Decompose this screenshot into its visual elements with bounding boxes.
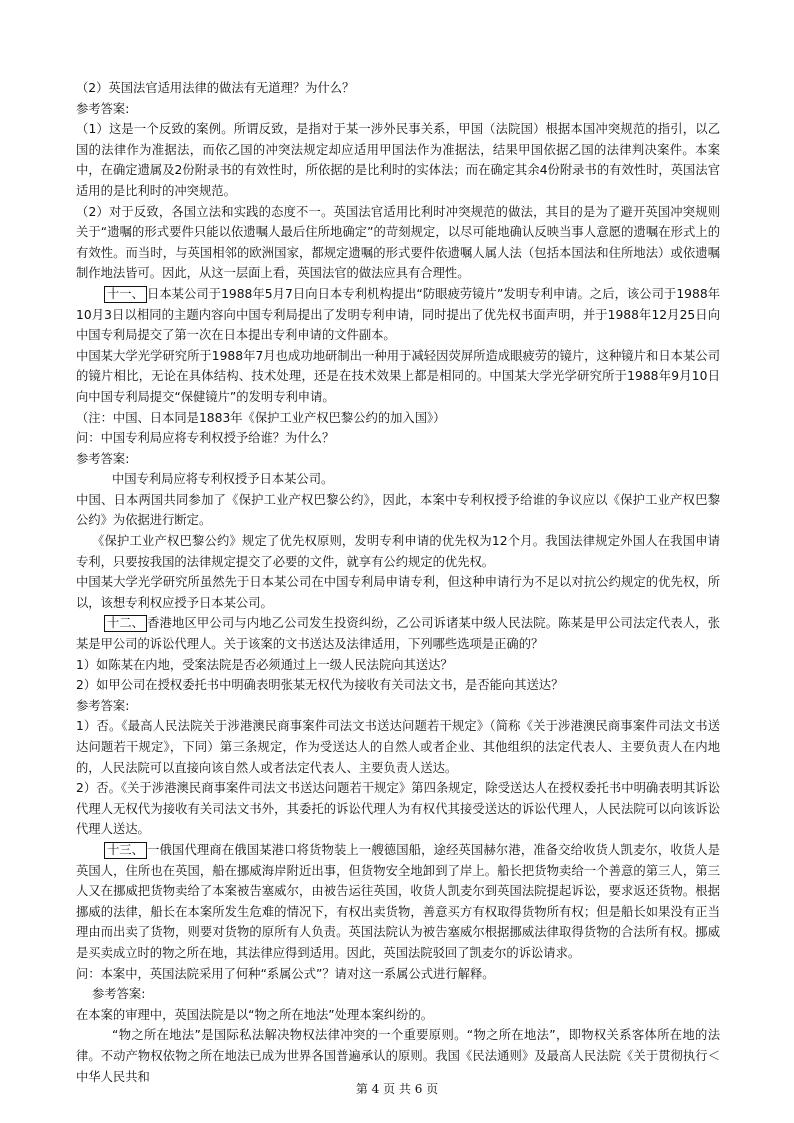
case-number-11: 十一、 [104, 286, 147, 303]
page-footer: 第 4 页 共 6 页 [355, 1082, 439, 1096]
case-13-intro: 十三、 一俄国代理商在俄国某港口将货物装上一艘德国船，途经英国赫尔港，准备交给收货人凯麦尔，收货人是英国人，住所也在英国，船在挪威海岸附近出事，但货物安全地卸到了岸上。船长把货物卖给一个善意的第三人，第三人又在挪威把货物卖给了本案被告塞威尔，由被告运往英国，收货人凯麦尔到英国法院提起诉讼，要求返还货物。根据挪威的法律，船长在本案所发生危难的情况下，有权出卖货物，善意买方有权取得货物所有权；但是船长如果没有正当理由而出卖了货物，则要对货物的原所有人负责。英国法院认为被告塞威尔根据挪威法律取得货物的合法所有权。挪威是买卖成立时的物之所在地，其法律应得到适用。因此，英国法院驳回了凯麦尔的诉讼请求。 [76, 842, 720, 960]
case-13-question: 问：本案中，英国法院采用了何种“系属公式”？请对这一系属公式进行解释。 [76, 966, 495, 981]
case-13-answer-1: 在本案的审理中，英国法院是以“物之所在地法”处理本案纠纷的。 [76, 1007, 434, 1022]
case-11-answer-3: 《保护工业产权巴黎公约》规定了优先权原则，发明专利申请的优先权为12个月。我国法律规定外国人在我国申请专利，只要按我国的法律规定提交了必要的文件，就享有公约规定的优先权。 [76, 534, 720, 569]
answer-label: 参考答案: [76, 698, 130, 713]
case-12-intro: 十二、 香港地区甲公司与内地乙公司发生投资纠纷，乙公司诉诸某中级人民法院。陈某是甲公司法定代表人，张某是甲公司的诉讼代理人。关于该案的文书送达及法律适用，下列哪些选项是正确的？ [76, 616, 720, 652]
case-number-13: 十三、 [104, 842, 147, 859]
case-number-12: 十二、 [104, 615, 147, 632]
answer-label: 参考答案: [76, 451, 130, 466]
case-12-answer-1: 1）否。《最高人民法院关于涉港澳民商事案件司法文书送达问题若干规定》（简称《关于涉港澳民商事案件司法文书送达问题若干规定》，下同）第三条规定，作为受送达人的自然人或者企业、其他组织的法定代表人、主要负责人在内地的，人民法院可以直接向该自然人或者法定代表人、主要负责人送达。 [76, 719, 720, 775]
case-12-question-2: 2）如甲公司在授权委托书中明确表明张某无权代为接收有关司法文书，是否能向其送达？ [76, 678, 564, 693]
case-11-note: （注：中国、日本同是1883年《保护工业产权巴黎公约的加入国》） [76, 410, 446, 425]
case-13-answer-2: “物之所在地法”是国际私法解决物权法律冲突的一个重要原则。“物之所在地法”，即物权关系客体所在地的法律。不动产物权依物之所在地法已成为世界各国普遍承认的原则。我国《民法通则》及最高人民法院《关于贯彻执行＜中华人民共和 [76, 1028, 720, 1084]
case-11-intro: 十一、 日本某公司于1988年5月7日向日本专利机构提出“防眼疲劳镜片”发明专利申请。之后，该公司于1988年10月3日以相同的主题内容向中国专利局提出了发明专利申请，同时提出了优先权书面声明，并于1988年12月25日向中国专利局提交了第一次在日本提出专利申请的文件副本。 [76, 286, 720, 343]
answer-2: （2）对于反致，各国立法和实践的态度不一。英国法官适用比利时冲突规范的做法，其目的是为了避开英国冲突规则关于“遗嘱的形式要件只能以依遗嘱人最后住所地确定”的苛刻规定，以尽可能地确认反映当事人意愿的遗嘱在形式上的有效性。而当时，与英国相邻的欧洲国家，都规定遗嘱的形式要件依遗嘱人属人法（包括本国法和住所地法）或依遗嘱制作地法皆可。因此，从这一层面上看，英国法官的做法应具有合理性。 [76, 204, 720, 281]
case-11-paragraph-2: 中国某大学光学研究所于1988年7月也成功地研制出一种用于减轻因荧屏所造成眼疲劳的镜片，这种镜片和日本某公司的镜片相比，无论在具体结构、技术处理，还是在技术效果上都是相同的。中国某大学光学研究所于1988年9月10日向中国专利局提交“保健镜片”的发明专利申请。 [76, 348, 720, 404]
answer-label: 参考答案: [76, 101, 130, 116]
case-11-question: 问：中国专利局应将专利权授予给谁？为什么？ [76, 431, 335, 446]
answer-label: 参考答案: [92, 987, 146, 1002]
case-11-answer-2: 中国、日本两国共同参加了《保护工业产权巴黎公约》，因此，本案中专利权授予给谁的争议应以《保护工业产权巴黎公约》为依据进行断定。 [76, 492, 720, 528]
case-12-question-1: 1）如陈某在内地，受案法院是否必须通过上一级人民法院向其送达？ [76, 657, 453, 672]
question-2: （2）英国法官适用法律的做法有无道理？为什么？ [76, 81, 355, 95]
document-body [76, 78, 720, 1087]
answer-1: （1）这是一个反致的案例。所谓反致，是指对于某一涉外民事关系，甲国（法院国）根据本国冲突规范的指引，以乙国的法律作为准据法，而依乙国的冲突法规定却应适用甲国法作为准据法，结果甲国依据乙国的法律判决案件。本案中，在确定遗属及2份附录书的有效性时，所依据的是比利时的实体法；而在确定其余4份附录书的有效性时，英国法官适用的是比利时的冲突规范。 [76, 122, 720, 198]
case-11-answer-1: 中国专利局应将专利权授予日本某公司。 [112, 472, 334, 487]
case-12-answer-2: 2）否。《关于涉港澳民商事案件司法文书送达问题若干规定》第四条规定，除受送达人在授权委托书中明确表明其诉讼代理人无权代为接收有关司法文书外，其委托的诉讼代理人为有权代其接受送达的诉讼代理人，人民法院可以向该诉讼代理人送达。 [76, 781, 720, 837]
case-11-answer-4: 中国某大学光学研究所虽然先于日本某公司在中国专利局申请专利，但这种申请行为不足以对抗公约规定的优先权，所以，该想专利权应授予日本某公司。 [76, 575, 720, 610]
